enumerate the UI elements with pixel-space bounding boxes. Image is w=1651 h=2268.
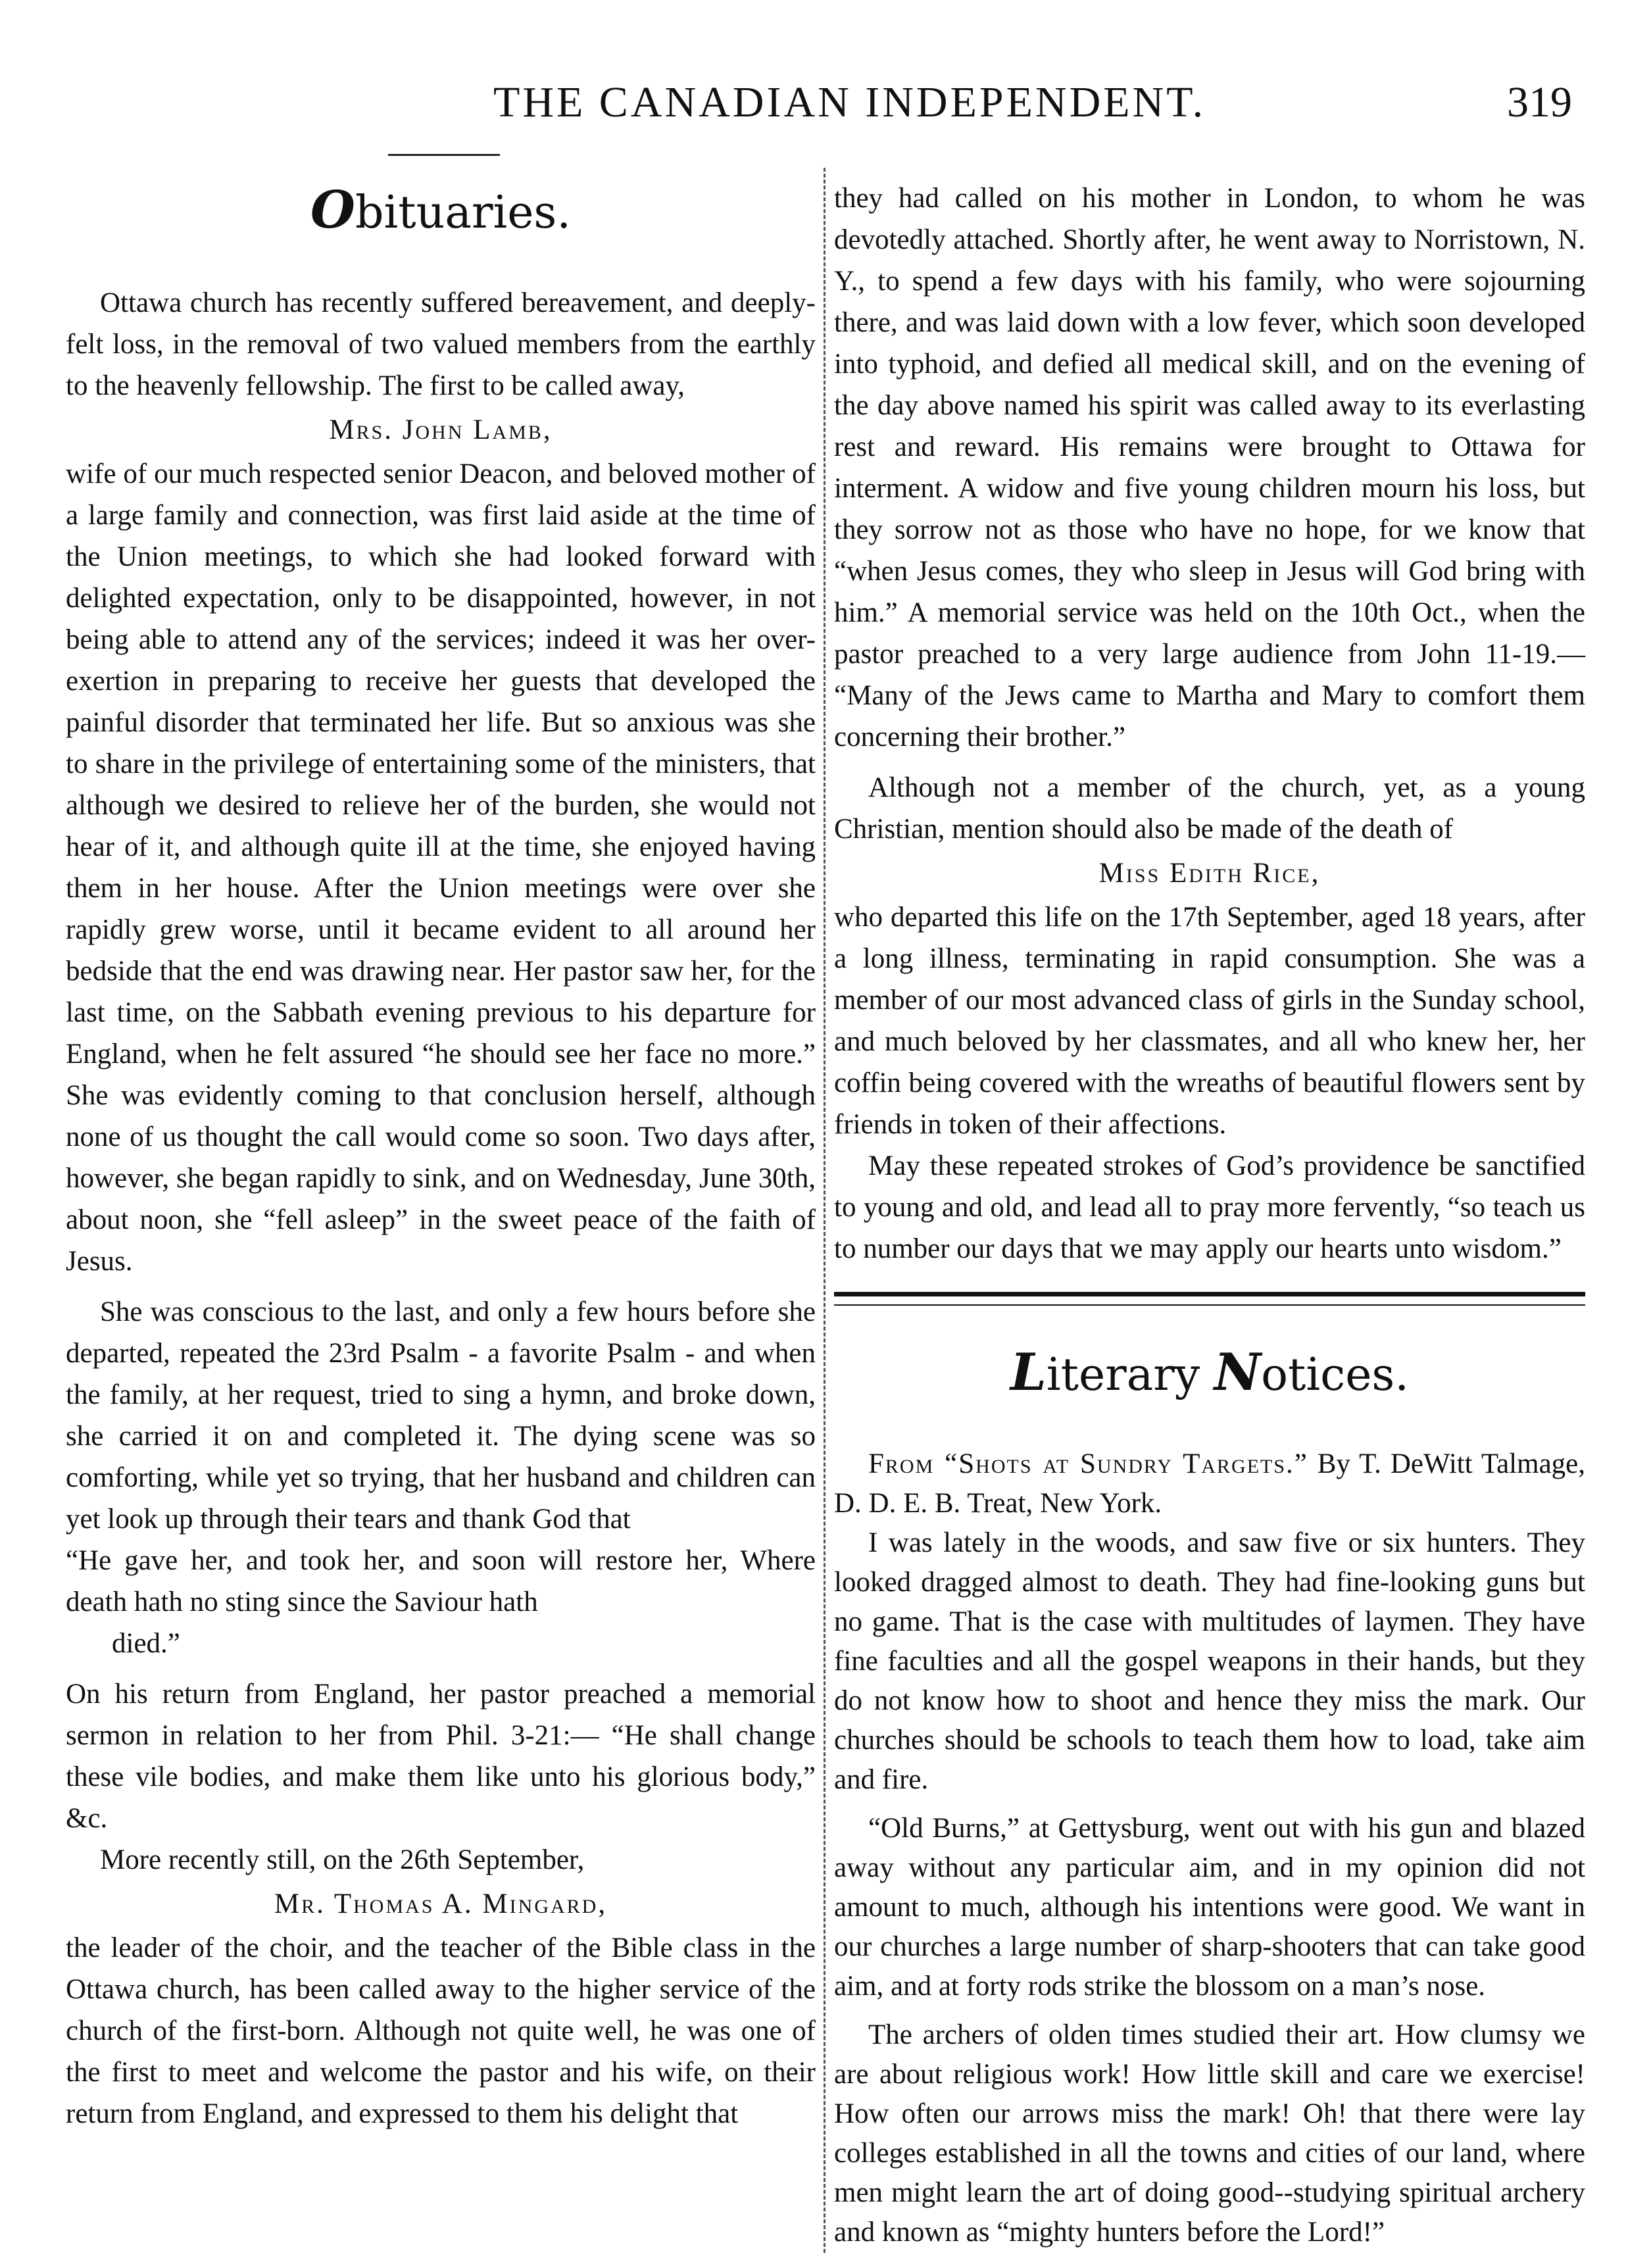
literary-source-prefix: From “Shots at Sundry Targets.” [868, 1448, 1308, 1479]
literary-paragraph-hunters: I was lately in the woods, and saw five or six hunters. They looked dragged almost to death. They had fine-looking guns but no game. That is the case with multitudes of laymen. They have fine faculties and all the gospel weapons in their hands, but they do not know how to shoot and hence they miss the mark. Our churches should be schools to teach them how to load, take aim and fire. [834, 1527, 1585, 1795]
obituary-name-lamb: Mrs. John Lamb, [329, 414, 553, 445]
hymn-verse-line-1: “He gave her, and took her, and soon will restore her, Where death hath no sting since the Saviour hath [66, 1545, 816, 1617]
literary-heading-initial-n: N [1214, 1343, 1262, 1402]
obituary-name-mingard: Mr. Thomas A. Mingard, [274, 1888, 608, 1919]
obituary-paragraph-lamb: wife of our much respected senior Deacon, and beloved mother of a large family and connection, was first laid aside at the time of the Union meetings, to which she had looked forward with delighted expectation, only to be disappointed, however, in not being able to attend any of the services; indeed it was her over-exertion in preparing to receive her guests that developed the painful disorder that terminated her life. But so anxious was she to share in the privilege of entertaining some of the ministers, that although we desired to relieve her of the burden, she would not hear of it, and although quite ill at the time, she enjoyed having them in her house. After the Union meetings were over she rapidly grew worse, until it became evident to all around her bedside that the end was drawing near. Her pastor saw her, for the last time, on the Sabbath evening previous to his departure for England, when he felt assured “he should see her face no more.” She was evidently coming to that conclusion herself, although none of us thought the call would come so soon. Two days after, however, she began rapidly to sink, and on Wednesday, June 30th, about noon, she “fell asleep” in the sweet peace of the faith of Jesus. [66, 458, 816, 1277]
literary-notices-heading [834, 1340, 1585, 1408]
header-ornament-rule [388, 154, 500, 156]
literary-paragraph-old-burns: “Old Burns,” at Gettysburg, went out with his gun and blazed away without any particular aim, and in my opinion did not amount to much, although his intentions were good. We want in our churches a large number of sharp-shooters that can take good aim, and at forty rods strike the blossom on a man’s nose. [834, 1813, 1585, 2002]
hymn-verse-line-2: died.” [112, 1628, 180, 1659]
obituaries-heading-rest: bituaries. [355, 187, 571, 239]
page-header [66, 78, 1598, 150]
obituary-paragraph-rice: who departed this life on the 17th September, aged 18 years, after a long illness, terminating in rapid consumption. She was a member of our most advanced class of girls in the Sunday school, and much beloved by her classmates, and all who knew her, her coffin being covered with the wreaths of beautiful flowers sent by friends in token of their affections. [834, 902, 1585, 1140]
obituary-paragraph-mingard: the leader of the choir, and the teacher of the Bible class in the Ottawa church, has been called away to the higher service of the church of the first-born. Although not quite well, he was one of the first to meet and welcome the pastor and his wife, on their return from England, and expressed to them his delight that [66, 1933, 816, 2129]
obituaries-heading [66, 178, 816, 246]
right-column [834, 178, 1585, 2252]
obituary-name-rice: Miss Edith Rice, [1098, 858, 1321, 889]
literary-paragraph-archers: The archers of olden times studied their art. How clumsy we are about religious work! How little skill and care we exercise! How often our arrows miss the mark! Oh! that there were lay colleges established in all the towns and cities of our land, where men might learn the art of doing good--studying spiritual archery and known as “mighty hunters before the Lord!” [834, 2019, 1585, 2248]
hymn-verse [66, 1540, 816, 1664]
column-divider [824, 168, 826, 2253]
literary-source-rest: By T. DeWitt Talmage, D. D. E. B. Treat, New York. [834, 1448, 1585, 1519]
obituary-intro: Ottawa church has recently suffered bereavement, and deeply-felt loss, in the removal of two valued members from the earthly to the heavenly fellowship. The first to be called away, [66, 287, 816, 401]
left-column [66, 178, 816, 2134]
literary-heading-rest-1: iterary [1046, 1349, 1214, 1401]
obituary-paragraph-rice-intro: Although not a member of the church, yet, as a young Christian, mention should also be made of the death of [834, 772, 1585, 845]
obituary-paragraph-mingard-continued: they had called on his mother in London, to whom he was devotedly attached. Shortly after, he went away to Norristown, N. Y., to spend a few days with his family, who were sojourning there, and was laid down with a low fever, which soon developed into typhoid, and defied all medical skill, and on the evening of the day above named his spirit was called away to its everlasting rest and reward. His remains were brought to Ottawa for interment. A widow and five young children mourn his loss, but they sorrow not as those who have no hope, for we know that “when Jesus comes, they who sleep in Jesus will God bring with him.” A memorial service was held on the 10th Oct., when the pastor preached to a very large audience from John 11-19.— “Many of the Jews came to Martha and Mary to comfort them concerning their brother.” [834, 183, 1585, 752]
literary-source [834, 1444, 1585, 1523]
literary-notices-body [834, 1444, 1585, 2252]
page-number: 319 [1507, 78, 1572, 126]
obituary-paragraph-memorial: On his return from England, her pastor preached a memorial sermon in relation to her from Phil. 3-21:— “He shall change these vile bodies, and make them like unto his glorious body,” &c. [66, 1679, 816, 1834]
obituaries-heading-initial: O [310, 180, 355, 240]
obituary-paragraph-recently: More recently still, on the 26th September, [100, 1844, 585, 1875]
obituary-closing-paragraph: May these repeated strokes of God’s providence be sanctified to young and old, and lead all to pray more fervently, “so teach us to number our days that we may apply our hearts unto wisdom.” [834, 1150, 1585, 1264]
section-separator-thin [834, 1304, 1585, 1306]
section-separator-thick [834, 1292, 1585, 1296]
obituary-paragraph-psalm: She was conscious to the last, and only a few hours before she departed, repeated the 23rd Psalm - a favorite Psalm - and when the family, at her request, tried to sing a hymn, and broke down, she carried it on and completed it. The dying scene was so comforting, while yet so trying, that her husband and children can yet look up through their tears and thank God that [66, 1296, 816, 1535]
running-title: THE CANADIAN INDEPENDENT. [493, 78, 1206, 126]
literary-heading-rest-2: otices. [1261, 1349, 1409, 1401]
literary-heading-initial-l: L [1010, 1343, 1047, 1402]
